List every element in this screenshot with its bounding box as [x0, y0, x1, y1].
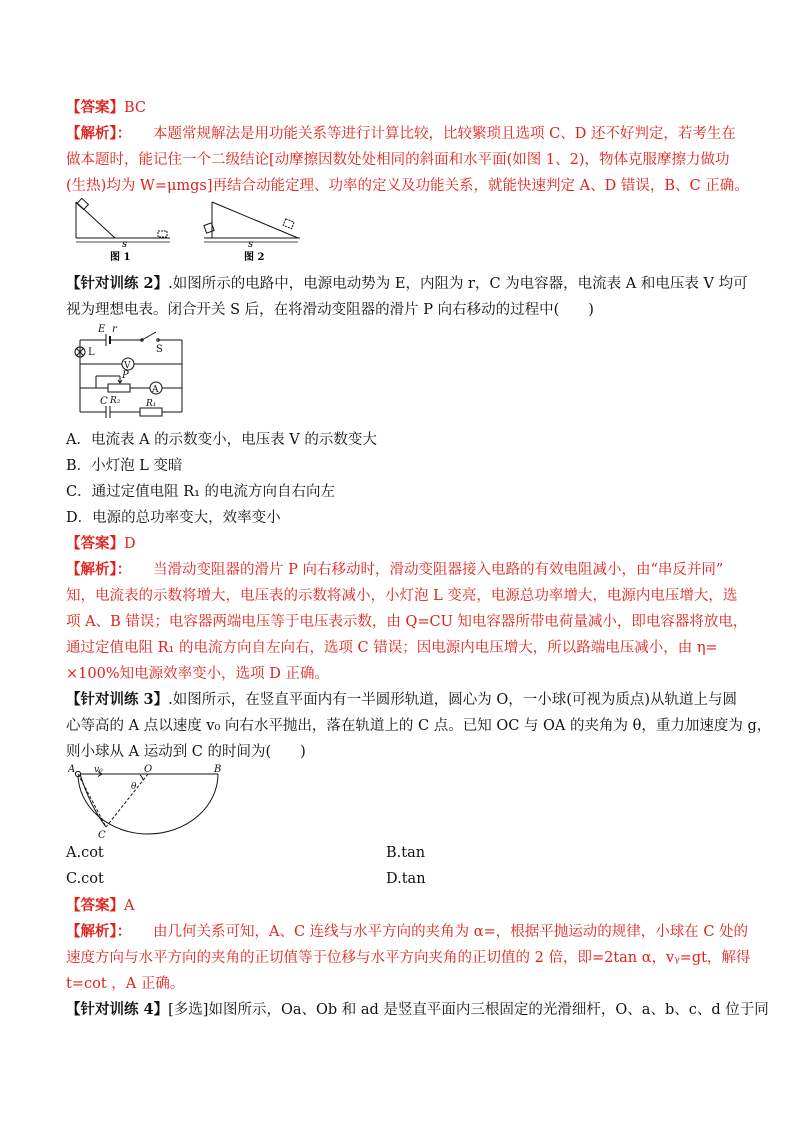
question-tag: 【针对训练 4】: [66, 1001, 169, 1018]
label-A: A: [152, 385, 159, 395]
circuit-diagram: [72, 320, 192, 420]
q2-analysis-line-1: 【解析】： 当滑动变阻器的滑片 P 向右移动时，滑动变阻器接入电路的有效电阻减小，由“串反并同”: [66, 561, 724, 578]
q2-answer-line: [66, 534, 136, 554]
answer-value: BC: [124, 100, 147, 116]
label-E: E: [98, 324, 106, 335]
q2-analysis-line-5: ×100%知电源效率变小，选项 D 正确。: [66, 666, 329, 682]
label-R2: R₂: [110, 396, 121, 406]
q3-analysis-line-2: 速度方向与水平方向的夹角的正切值等于位移与水平方向夹角的正切值的 2 倍，即=2tan α，vᵧ=gt，解得: [66, 950, 751, 966]
q2-analysis-line-2: 知，电流表的示数将增大，电压表的示数将减小，小灯泡 L 变亮，电源总功率增大，电源内电压增大，选: [66, 588, 738, 604]
analysis-tag: 【解析】：: [66, 561, 124, 578]
label-C: C: [100, 396, 108, 407]
answer-tag: 【答案】: [66, 535, 124, 552]
q1-analysis-line-2: 做本题时，能记住一个二级结论[动摩擦因数处处相同的斜面和水平面(如图 1、2)，物体克服摩擦力做功: [66, 152, 730, 168]
q3-answer-line: [66, 896, 134, 916]
fig2-caption: 图 2: [244, 252, 265, 262]
q2-option-d: D．电源的总功率变大，效率变小: [66, 510, 281, 526]
label-V: V: [124, 361, 131, 371]
semicircle-figure: [68, 764, 228, 840]
q3-stem-line-3: 则小球从 A 运动到 C 的时间为( ): [66, 744, 306, 760]
q1-analysis-line-3: (生热)均为 W=μmgs]再结合动能定理、功率的定义及功能关系，就能快速判定 A、D 错误，B、C 正确。: [66, 178, 749, 194]
q2-stem-line-2: 视为理想电表。闭合开关 S 后，在将滑动变阻器的滑片 P 向右移动的过程中( ): [66, 302, 594, 318]
question-tag: 【针对训练 3】: [66, 691, 169, 708]
label-v0: v₀: [94, 765, 103, 775]
incline-figures: [70, 198, 310, 262]
label-C: C: [98, 830, 106, 840]
q2-option-b: B．小灯泡 L 变暗: [66, 458, 183, 474]
q3-option-d: D.tan: [386, 871, 426, 887]
question-tag: 【针对训练 2】: [66, 275, 169, 292]
q3-option-b: B.tan: [386, 845, 426, 861]
answer-tag: 【答案】: [66, 897, 124, 914]
label-R1: R₁: [146, 399, 157, 409]
label-A: A: [68, 764, 76, 775]
q2-analysis-line-3: 项 A、B 错误；电容器两端电压等于电压表示数，由 Q=CU 知电容器所带电荷量减小，即电容器将放电，: [66, 614, 748, 630]
q2-stem-line-1: 【针对训练 2】.如图所示的电路中，电源电动势为 E，内阻为 r，C 为电容器，电流表 A 和电压表 V 均可: [66, 275, 748, 292]
answer-value: D: [124, 536, 136, 552]
q4-stem-line-1: 【针对训练 4】[多选]如图所示，Oa、Ob 和 ad 是竖直平面内三根固定的光滑细杆，O、a、b、c、d 位于同: [66, 1001, 769, 1018]
q2-analysis-line-4: 通过定值电阻 R₁ 的电流方向自左向右，选项 C 错误；因电源内电压增大，所以路端电压减小，由 η=: [66, 640, 718, 656]
label-O: O: [144, 764, 153, 775]
label-theta: θ: [131, 782, 137, 792]
analysis-tag: 【解析】：: [66, 923, 124, 940]
q1-answer-line: [66, 98, 146, 118]
q1-analysis-line-1: 【解析】： 本题常规解法是用功能关系等进行计算比较，比较繁琐且选项 C、D 还不好判定，若考生在: [66, 125, 736, 142]
label-B: B: [214, 764, 222, 775]
figure-2: [204, 202, 300, 262]
figure-1: [76, 198, 170, 262]
label-S: S: [156, 344, 163, 355]
answer-tag: 【答案】: [66, 99, 124, 116]
fig1-caption: 图 1: [110, 252, 131, 262]
q3-analysis-line-3: t=cot ，A 正确。: [66, 976, 185, 992]
q3-analysis-line-1: 【解析】： 由几何关系可知，A、C 连线与水平方向的夹角为 α=，根据平抛运动的规律，小球在 C 处的: [66, 923, 749, 940]
q2-option-c: C．通过定值电阻 R₁ 的电流方向自右向左: [66, 484, 336, 500]
label-P: P: [122, 370, 129, 381]
fig2-s-label: s: [248, 239, 254, 250]
q3-stem-line-1: 【针对训练 3】.如图所示，在竖直平面内有一半圆形轨道，圆心为 O，一小球(可视为质点)从轨道上与圆: [66, 691, 738, 708]
q3-option-c: C.cot: [66, 871, 104, 887]
q3-stem-line-2: 心等高的 A 点以速度 v₀ 向右水平抛出，落在轨道上的 C 点。已知 OC 与 OA 的夹角为 θ，重力加速度为 g，: [66, 718, 772, 734]
analysis-tag: 【解析】：: [66, 125, 124, 142]
q3-option-a: A.cot: [66, 845, 104, 861]
answer-value: A: [124, 898, 135, 914]
fig1-s-label: s: [122, 239, 128, 250]
q2-option-a: A．电流表 A 的示数变小，电压表 V 的示数变大: [66, 432, 377, 448]
label-L: L: [88, 347, 95, 358]
label-r: r: [112, 324, 117, 335]
